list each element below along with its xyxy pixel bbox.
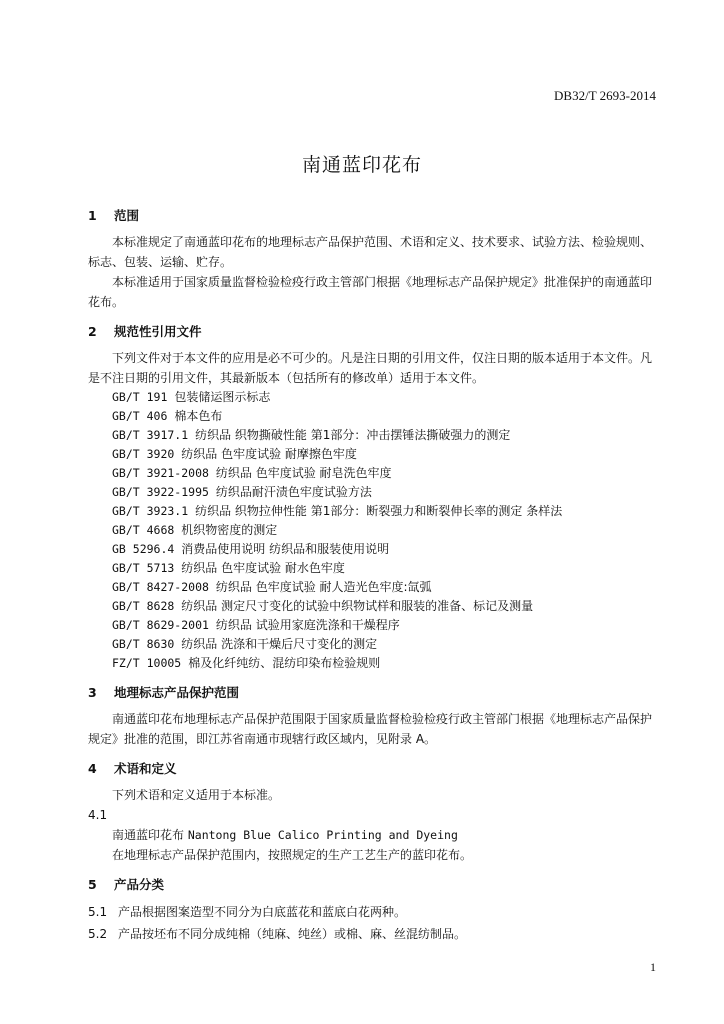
paragraph: 下列术语和定义适用于本标准。	[112, 788, 281, 802]
section-number: 2	[88, 324, 97, 339]
section-number: 5	[88, 877, 97, 892]
section-title: 规范性引用文件	[114, 324, 202, 339]
reference-item: GB/T 3920 纺织品 色牢度试验 耐摩擦色牢度	[112, 447, 357, 461]
standard-number: DB32/T 2693-2014	[554, 88, 656, 103]
section-title: 地理标志产品保护范围	[114, 685, 240, 700]
term-entry	[112, 825, 656, 845]
reference-item: GB 5296.4 消费品使用说明 纺织品和服装使用说明	[112, 542, 390, 556]
reference-item: GB/T 406 棉本色布	[112, 409, 223, 423]
reference-item: GB/T 3923.1 纺织品 织物拉伸性能 第1部分：断裂强力和断裂伸长率的测定 条样法	[112, 504, 563, 518]
section-number: 3	[88, 685, 97, 700]
term-english: Nantong Blue Calico Printing and Dyeing	[187, 828, 458, 842]
paragraph: 南通蓝印花布地理标志产品保护范围限于国家质量监督检验检疫行政主管部门根据《地理标志产品保护规定》批准的范围，即江苏省南通市现辖行政区域内，见附录 A。	[88, 712, 653, 746]
paragraph: 本标准适用于国家质量监督检验检疫行政主管部门根据《地理标志产品保护规定》批准保护的南通蓝印花布。	[88, 275, 653, 309]
clause: 5.1 产品根据图案造型不同分为白底蓝花和蓝底白花两种。	[88, 905, 407, 919]
document-title: 南通蓝印花布	[301, 154, 422, 176]
document-body	[88, 206, 656, 945]
reference-item: FZ/T 10005 棉及化纤纯纺、混纺印染布检验规则	[112, 656, 381, 670]
reference-item: GB/T 8628 纺织品 测定尺寸变化的试验中织物试样和服装的准备、标记及测量	[112, 599, 534, 613]
subsection-number: 4.1	[88, 808, 108, 822]
reference-item: GB/T 8427-2008 纺织品 色牢度试验 耐人造光色牢度:氙弧	[112, 580, 432, 594]
page-number: 1	[650, 960, 656, 974]
term-definition: 在地理标志产品保护范围内，按照规定的生产工艺生产的蓝印花布。	[112, 848, 473, 862]
section-heading-scope	[88, 206, 656, 224]
section-title: 范围	[114, 208, 140, 223]
paragraph: 本标准规定了南通蓝印花布的地理标志产品保护范围、术语和定义、技术要求、试验方法、检验规则、标志、包装、运输、贮存。	[88, 235, 653, 269]
reference-item: GB/T 3922-1995 纺织品耐汗渍色牢度试验方法	[112, 485, 372, 499]
section-number: 1	[88, 208, 97, 223]
section-title: 产品分类	[114, 877, 165, 892]
reference-item: GB/T 8630 纺织品 洗涤和干燥后尺寸变化的测定	[112, 637, 378, 651]
section-number: 4	[88, 761, 97, 776]
section-heading-protection-scope	[88, 683, 656, 701]
reference-item: GB/T 191 包装储运图示标志	[112, 390, 271, 404]
term-chinese: 南通蓝印花布	[112, 828, 185, 842]
reference-item: GB/T 3917.1 纺织品 织物撕破性能 第1部分：冲击摆锤法撕破强力的测定	[112, 428, 511, 442]
section-title: 术语和定义	[114, 761, 177, 776]
reference-list	[112, 388, 656, 673]
section-heading-references	[88, 322, 656, 340]
reference-item: GB/T 5713 纺织品 色牢度试验 耐水色牢度	[112, 561, 345, 575]
clause: 5.2 产品按坯布不同分成纯棉（纯麻、纯丝）或棉、麻、丝混纺制品。	[88, 927, 467, 941]
section-heading-terms	[88, 759, 656, 777]
paragraph: 下列文件对于本文件的应用是必不可少的。凡是注日期的引用文件，仅注日期的版本适用于本文件。凡是不注日期的引用文件，其最新版本（包括所有的修改单）适用于本文件。	[88, 351, 653, 385]
reference-item: GB/T 4668 机织物密度的测定	[112, 523, 278, 537]
reference-item: GB/T 3921-2008 纺织品 色牢度试验 耐皂洗色牢度	[112, 466, 392, 480]
reference-item: GB/T 8629-2001 纺织品 试验用家庭洗涤和干燥程序	[112, 618, 400, 632]
section-heading-classification	[88, 875, 656, 893]
